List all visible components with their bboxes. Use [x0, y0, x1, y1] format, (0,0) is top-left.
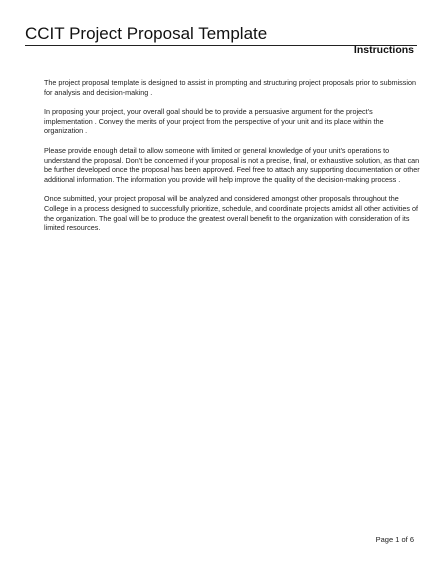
page-number: Page 1 of 6 — [375, 535, 414, 544]
document-title: CCIT Project Proposal Template — [25, 24, 268, 43]
section-heading: Instructions — [353, 44, 414, 56]
paragraph-process: Once submitted, your project proposal will be analyzed and considered amongst other proposals throughout the College in a process designed to successfully prioritize, schedule, and coordinate projects amidst all other activities of the organization. The goal will be to produce the greatest overall benefit to the organization with consideration of its limited resources. — [44, 194, 418, 233]
paragraph-detail: Please provide enough detail to allow someone with limited or general knowledge of your unit’s operations to understand the proposal. Don’t be concerned if your proposal is not a precise, final, or exhaustive solution, as that can be further developed once the proposal has been approved. Feel free to attach any supporting documentation or other additional information. The information you provide will help improve the quality of the decision-making process . — [44, 145, 420, 184]
paragraph-purpose: The project proposal template is designed to assist in prompting and structuring project proposals prior to submission for analysis and decision-making . — [44, 78, 416, 97]
instructions-body — [44, 78, 420, 243]
paragraph-goal: In proposing your project, your overall goal should be to provide a persuasive argument for the project’s implementation . Convey the merits of your project from the perspective of your unit and its place within the organization . — [44, 107, 384, 136]
